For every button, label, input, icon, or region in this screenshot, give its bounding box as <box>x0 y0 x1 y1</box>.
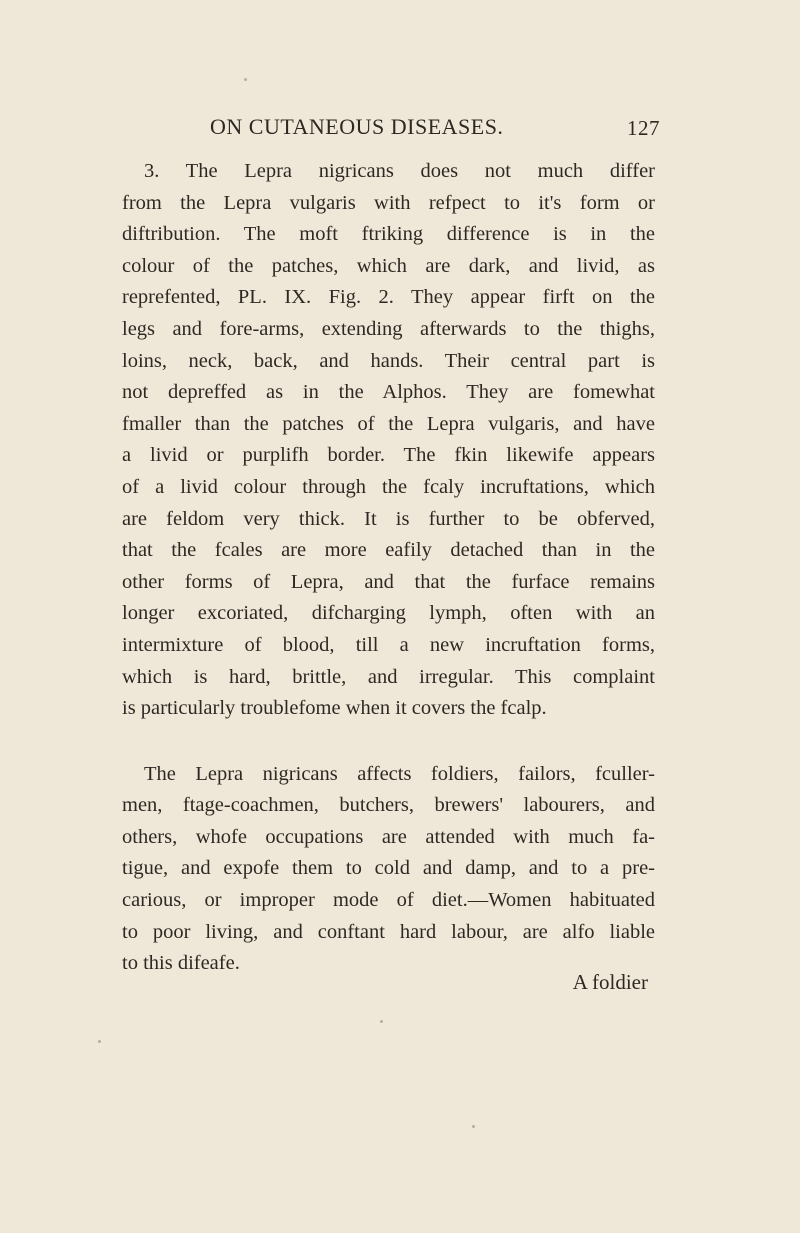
page-number: 127 <box>627 116 660 140</box>
text-line: of a livid colour through the fcaly incruftations, which <box>122 475 655 498</box>
running-title: ON CUTANEOUS DISEASES. <box>210 114 504 139</box>
text-line: a livid or purplifh border. The fkin likewife appears <box>122 444 655 467</box>
text-line: longer excoriated, difcharging lymph, often with an <box>122 602 655 625</box>
text-line: intermixture of blood, till a new incruftation forms, <box>122 633 655 656</box>
paragraph-spacer <box>122 725 655 759</box>
text-line: colour of the patches, which are dark, and livid, as <box>122 254 655 277</box>
text-line: fmaller than the patches of the Lepra vulgaris, and have <box>122 412 655 435</box>
paper-speck <box>472 1125 475 1128</box>
text-line: other forms of Lepra, and that the furface remains <box>122 570 655 593</box>
text-line: legs and fore-arms, extending afterwards to the thighs, <box>122 317 655 340</box>
text-line: to poor living, and conftant hard labour, are alfo liable <box>122 920 655 943</box>
running-header <box>210 114 660 144</box>
text-line: reprefented, PL. IX. Fig. 2. They appear firft on the <box>122 286 655 309</box>
text-line: The Lepra nigricans affects foldiers, failors, fculler- <box>144 762 655 785</box>
catchword: A foldier <box>572 970 648 994</box>
paragraph-affected-occupations <box>122 759 655 980</box>
paragraph-lepra-nigricans-description <box>122 156 655 725</box>
text-line: men, ftage-coachmen, butchers, brewers' labourers, and <box>122 794 655 817</box>
text-line: tigue, and expofe them to cold and damp, and to a pre- <box>122 857 655 880</box>
paper-speck <box>98 1040 101 1043</box>
text-line: which is hard, brittle, and irregular. This complaint <box>122 665 655 688</box>
text-line: loins, neck, back, and hands. Their central part is <box>122 349 655 372</box>
text-line: not depreffed as in the Alphos. They are fomewhat <box>122 381 655 404</box>
text-line: carious, or improper mode of diet.—Women habituated <box>122 889 655 912</box>
text-line: from the Lepra vulgaris with refpect to it's form or <box>122 191 655 214</box>
text-line: to this difeafe. <box>122 952 240 975</box>
text-line: others, whofe occupations are attended with much fa- <box>122 825 655 848</box>
paper-speck <box>244 78 247 81</box>
text-line: 3. The Lepra nigricans does not much differ <box>144 160 655 182</box>
text-line: that the fcales are more eafily detached than in the <box>122 539 655 562</box>
text-line: are feldom very thick. It is further to be obferved, <box>122 507 655 530</box>
body-text <box>122 156 655 980</box>
text-line: is particularly troublefome when it covers the fcalp. <box>122 697 547 720</box>
paper-speck <box>380 1020 383 1023</box>
text-line: diftribution. The moft ftriking difference is in the <box>122 223 655 246</box>
